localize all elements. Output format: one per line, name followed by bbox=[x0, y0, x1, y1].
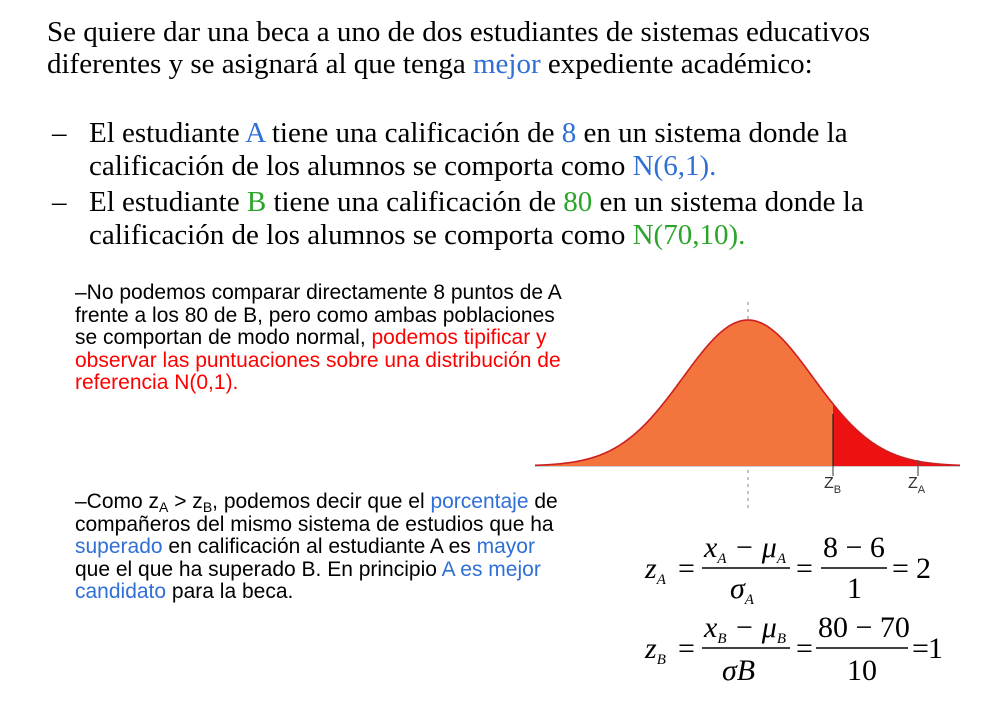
para2-text: –Como z bbox=[75, 490, 160, 513]
para2-text: para la beca. bbox=[166, 580, 294, 603]
bullet-text: tiene una calificación de bbox=[266, 186, 564, 218]
za-label: $Z_A$ bbox=[908, 475, 926, 496]
para1-text: –No podemos comparar directamente 8 puntos de A frente a los 80 de B, pero como ambas poblaciones se comportan de modo normal, bbox=[75, 281, 561, 349]
formula-z-b bbox=[640, 608, 943, 690]
student-a-grade: 8 bbox=[561, 117, 577, 149]
para2-text: de compañeros del mismo sistema de estudios que ha bbox=[75, 490, 558, 536]
bullet-text: tiene una calificación de bbox=[264, 117, 562, 149]
explanation-paragraph-1 bbox=[75, 282, 575, 395]
formula-b-numerator: $x_B - \mu_B$ bbox=[704, 611, 786, 647]
formula-a-equals-2: = bbox=[796, 552, 813, 585]
formula-b-denominator-2: 10 bbox=[847, 654, 877, 687]
subscript-b: B bbox=[202, 499, 213, 515]
formula-a-numerator-2: 8 − 6 bbox=[823, 531, 885, 564]
curve-body-fill bbox=[535, 320, 833, 466]
formula-a-numerator: $x_A - \mu_A$ bbox=[704, 531, 786, 567]
para2-highlight-mayor: mayor bbox=[476, 535, 535, 558]
zb-label: $Z_B$ bbox=[824, 475, 842, 496]
para2-text: , podemos decir que el bbox=[212, 490, 431, 513]
formula-b-equals-2: = bbox=[796, 632, 813, 665]
student-b-grade: 80 bbox=[563, 186, 593, 218]
formula-a-result: 2 bbox=[916, 552, 931, 585]
bullet-text: El estudiante bbox=[89, 186, 247, 218]
para2-text: en calificación al estudiante A es bbox=[162, 535, 477, 558]
bullet-dash: – bbox=[52, 186, 67, 218]
bullet-student-b bbox=[52, 186, 989, 252]
bullet-dash: – bbox=[52, 117, 67, 149]
formula-a-equals-1: = bbox=[678, 552, 695, 585]
formula-a-denominator: $\sigma_A$ bbox=[730, 572, 754, 608]
subscript-a: A bbox=[159, 499, 169, 515]
bullet-text: en un sistema donde la calificación de los alumnos se comporta como bbox=[89, 117, 848, 182]
formula-a-denominator-2: 1 bbox=[847, 572, 862, 605]
formula-b-equals-1: = bbox=[678, 632, 695, 665]
para1-highlight: podemos tipificar y observar las puntuaciones sobre una distribución de referencia N(0,1). bbox=[75, 326, 561, 394]
student-a-distribution: N(6,1). bbox=[632, 150, 717, 182]
intro-text-2: expediente académico: bbox=[540, 48, 813, 80]
student-a-label: A bbox=[245, 117, 265, 149]
formula-a-equals-3: = bbox=[892, 552, 909, 585]
formula-b-equals-3: = bbox=[912, 632, 929, 665]
bullet-text: El estudiante bbox=[89, 117, 246, 149]
formula-a-lhs: $z_A$ bbox=[645, 552, 666, 588]
bullet-student-a bbox=[52, 117, 989, 183]
formula-b-lhs: $z_B$ bbox=[645, 632, 666, 668]
student-b-label: B bbox=[246, 186, 267, 218]
formula-b-denominator: σB bbox=[722, 654, 756, 687]
explanation-paragraph-2 bbox=[75, 491, 575, 604]
para2-highlight-candidato: A es mejor candidato bbox=[75, 557, 541, 603]
student-b-distribution: N(70,10). bbox=[632, 219, 746, 251]
formula-b-result: 1 bbox=[928, 632, 943, 665]
intro-text-1: Se quiere dar una beca a uno de dos estudiantes de sistemas educativos diferentes y se asignará al que tenga bbox=[47, 16, 871, 80]
para2-highlight-superado: superado bbox=[75, 535, 163, 558]
intro-paragraph bbox=[47, 16, 927, 80]
formula-z-a bbox=[640, 530, 940, 608]
intro-highlight: mejor bbox=[472, 48, 541, 80]
para2-text: que el que ha superado B. En principio bbox=[75, 557, 442, 581]
bullet-text: en un sistema donde la calificación de los alumnos se comporta como bbox=[89, 186, 864, 251]
curve-tail-fill bbox=[833, 404, 960, 466]
para2-highlight-porcentaje: porcentaje bbox=[430, 490, 529, 513]
para2-text: > z bbox=[168, 490, 203, 513]
formula-b-numerator-2: 80 − 70 bbox=[818, 611, 910, 644]
normal-distribution-chart bbox=[535, 290, 960, 515]
